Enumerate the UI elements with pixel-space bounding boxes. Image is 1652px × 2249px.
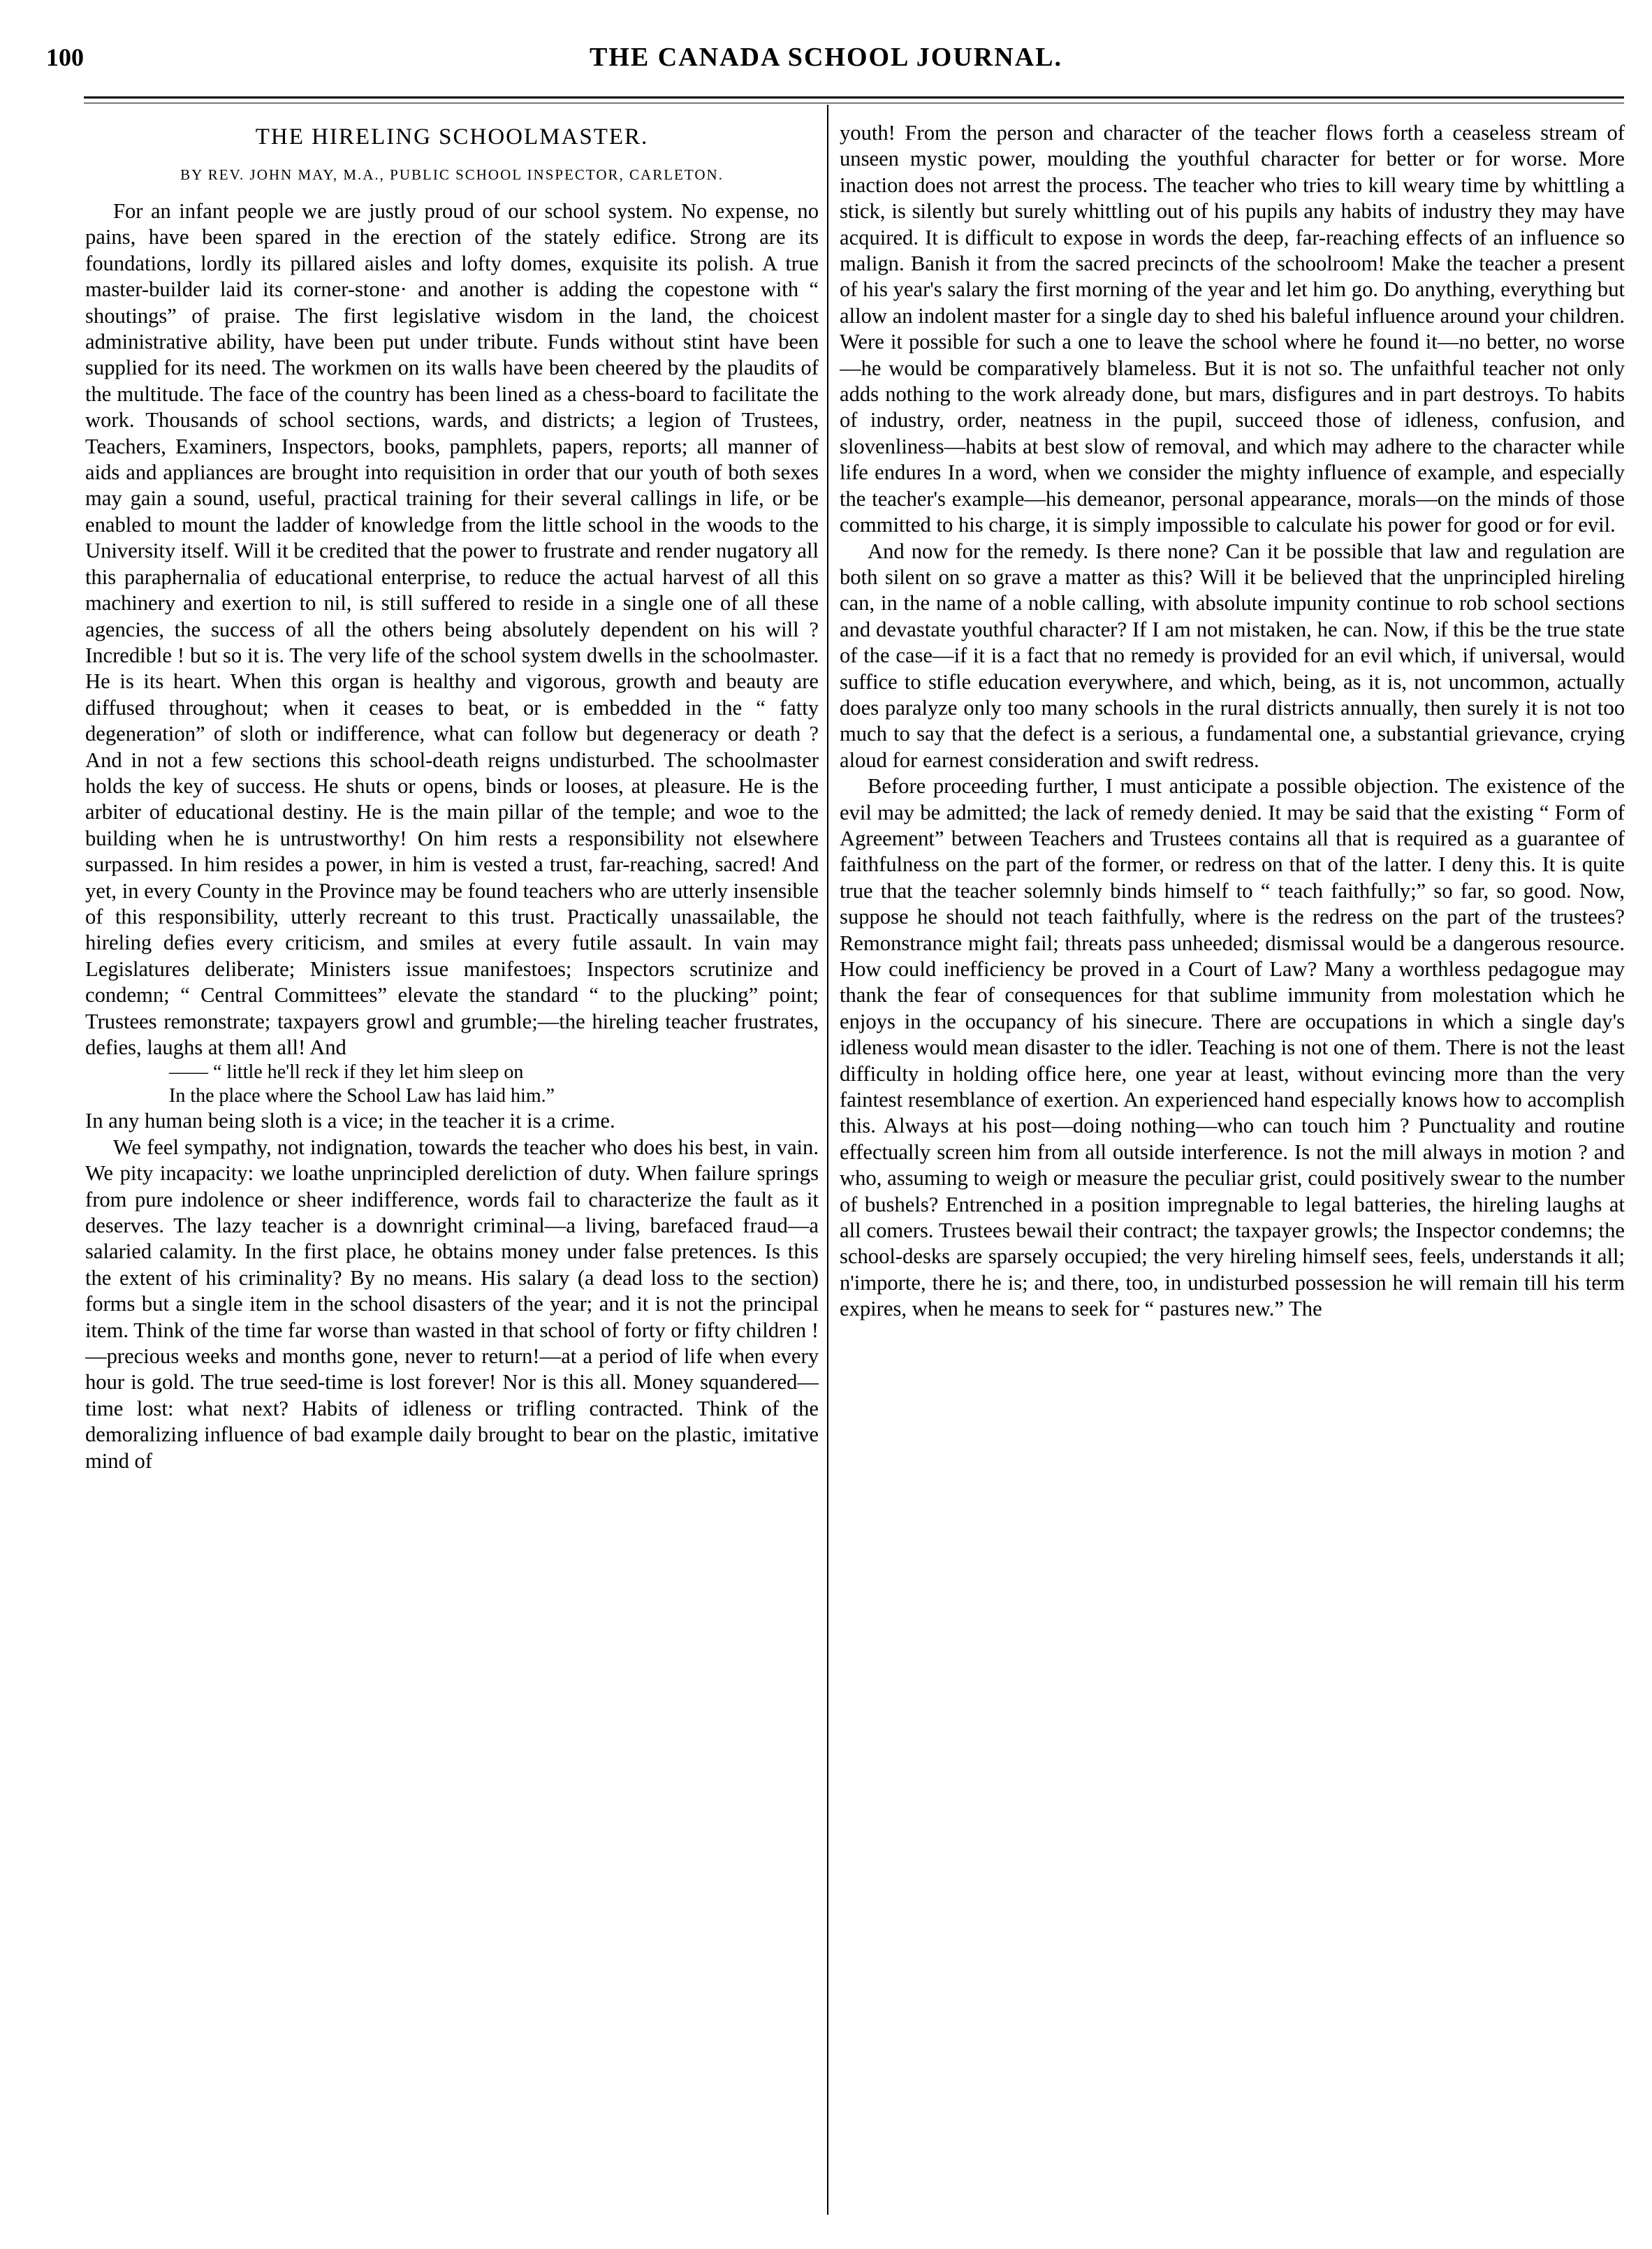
verse-line: —— “ little he'll reck if they let him sleep on (169, 1061, 524, 1084)
page-number: 100 (46, 43, 84, 71)
running-head (0, 42, 1652, 77)
verse-quote (169, 1061, 819, 1108)
paragraph: Before proceeding further, I must anticipate a possible objection. The existence of the evil may be admitted; the lack of remedy denied. It may be said that the existing “ Form of Agreement” between Teachers and Trustees contains all that is required as a guarantee of faithfulness on the part of the former, or redress on that of the latter. I deny this. It is quite true that the teacher solemnly binds himself to “ teach faithfully;” so far, so good. Now, suppose he should not teach faithfully, where is the redress on the part of the trustees? Remonstrance might fail; threats pass unheeded; dismissal would be a dangerous resource. How could inefficiency be proved in a Court of Law? Many a worthless pedagogue may thank the fear of consequences for that sublime immunity from molestation which he enjoys in the occupancy of his sinecure. There are occupations in which a single day's idleness would mean disaster to the idler. Teaching is not one of them. There is not the least difficulty in holding office here, one year at least, without evincing more than the very faintest resemblance of exertion. An experienced hand especially knows how to accomplish this. Always at his post—doing nothing—who can touch him ? Punctuality and routine effectually screen him from all outside interference. Is not the mill always in motion ? and who, assuming to weigh or measure the peculiar grist, could positively swear to the number of bushels? Entrenched in a position impregnable to legal batteries, the hireling laughs at all comers. Trustees bewail their contract; the taxpayer growls; the Inspector condemns; the school-desks are sparsely occupied; the very hireling himself sees, feels, understands it all; n'importe, there he is; and there, too, in undisturbed possession he will remain till his term expires, when he means to seek for “ pastures new.” The (840, 774, 1625, 1321)
paragraph: And now for the remedy. Is there none? Can it be possible that law and regulation are both silent on so grave a matter as this? Will it be believed that the unprincipled hireling can, in the name of a noble calling, with absolute impunity continue to rob school sections and devastate youthful character? If I am not mistaken, he can. Now, if this be the true state of the case—if it is a fact that no remedy is provided for an evil which, if universal, would suffice to stifle education everywhere, and which, being, as it is, not uncommon, actually does paralyze only too many schools in the rural districts annually, then surely it is not too much to say that the defect is a serious, a fundamental one, a substantial grievance, crying aloud for earnest consideration and swift redress. (840, 539, 1625, 772)
column-divider (827, 105, 828, 2215)
article-title: THE HIRELING SCHOOLMASTER. (255, 124, 649, 150)
header-rule (84, 96, 1624, 99)
paragraph: For an infant people we are justly proud of our school system. No expense, no pains, have been spared in the erection of the stately edifice. Strong are its foundations, lordly its pillared aisles and lofty domes, exquisite its polish. A true master-builder laid its corner-stone· and another is adding the copestone with “ shoutings” of praise. The first legislative wisdom in the land, the choicest administrative ability, have been put under tribute. Funds without stint have been supplied for its need. The workmen on its walls have been cheered by the plaudits of the multitude. The face of the country has been lined as a chess-board to facilitate the work. Thousands of school sections, wards, and districts; a legion of Trustees, Teachers, Examiners, Inspectors, books, pamphlets, papers, reports; all manner of aids and appliances are brought into requisition in order that our youth of both sexes may gain a sound, useful, practical training for their several callings in life, or be enabled to mount the ladder of knowledge from the little school in the woods to the University itself. Will it be credited that the power to frustrate and render nugatory all this paraphernalia of educational enterprise, to reduce the actual harvest of all this machinery and exertion to nil, is still suffered to reside in a single one of all these agencies, the success of all the others being absolutely dependent on his will ? Incredible ! but so it is. The very life of the school system dwells in the schoolmaster. He is its heart. When this organ is healthy and vigorous, growth and beauty are diffused throughout; when it ceases to beat, or is embedded in the “ fatty degeneration” of sloth or indifference, what can follow but degeneracy or death ? And in not a few sections this school-death reigns undisturbed. The schoolmaster holds the key of success. He shuts or opens, binds or looses, at pleasure. He is the arbiter of educational destiny. He is the main pillar of the temple; and woe to the building when he is untrustworthy! On him rests a responsibility not elsewhere surpassed. In him resides a power, in him is vested a trust, far-reaching, sacred! And yet, in every County in the Province may be found teachers who are utterly insensible of this responsibility, utterly recreant to this trust. Practically unassailable, the hireling defies every criticism, and smiles at every futile assault. In vain may Legislatures deliberate; Ministers issue manifestoes; Inspectors scrutinize and condemn; “ Central Committees” elevate the standard “ to the plucking” point; Trustees remonstrate; taxpayers growl and grumble;—the hireling teacher frustrates, defies, laughs at them all! And (85, 199, 819, 1059)
journal-title: THE CANADA SCHOOL JOURNAL. (590, 43, 1062, 72)
article-byline: BY REV. JOHN MAY, M.A., PUBLIC SCHOOL INSPECTOR, CARLETON. (180, 166, 724, 183)
paragraph: We feel sympathy, not indignation, towards the teacher who does his best, in vain. We pity incapacity: we loathe unprincipled dereliction of duty. When failure springs from pure indolence or sheer indifference, words fail to characterize the fault as it deserves. The lazy teacher is a downright criminal—a living, barefaced fraud—a salaried calamity. In the first place, he obtains money under false pretences. Is this the extent of his criminality? By no means. His salary (a dead loss to the section) forms but a single item in the school disasters of the year; and it is not the principal item. Think of the time far worse than wasted in that school of forty or fifty children !—precious weeks and months gone, never to return!—at a period of life when every hour is gold. The true seed-time is lost forever! Nor is this all. Money squandered—time lost: what next? Habits of idleness or trifling contracted. Think of the demoralizing influence of bad example daily brought to bear on the plastic, imitative mind of (85, 1135, 819, 1473)
paragraph: In any human being sloth is a vice; in the teacher it is a crime. (85, 1109, 615, 1133)
right-column (840, 120, 1625, 2223)
paragraph: youth! From the person and character of the teacher flows forth a ceaseless stream of unseen mystic power, moulding the youthful character for better or for worse. More inaction does not arrest the process. The teacher who tries to kill weary time by whittling a stick, is silently but surely whittling out of his pupils any habits of industry they may have acquired. It is difficult to expose in words the deep, far-reaching effects of an influence so malign. Banish it from the sacred precincts of the schoolroom! Make the teacher a present of his year's salary the first morning of the year and let him go. Do anything, everything but allow an indolent master for a single day to shed his baleful influence around your children. Were it possible for such a one to leave the school where he found it—no better, no worse—he would be comparatively blameless. But it is not so. The unfaithful teacher not only adds nothing to the work already done, but mars, disfigures and in part destroys. To habits of industry, order, neatness in the pupil, succeed those of idleness, confusion, and slovenliness—habits at best slow of removal, and which may adhere to the character while life endures In a word, when we consider the mighty influence of example, and especially the teacher's example—his demeanor, personal appearance, morals—on the minds of those committed to his charge, it is simply impossible to calculate his power for good or for evil. (840, 121, 1625, 537)
left-column (85, 117, 819, 2220)
verse-line: In the place where the School Law has laid him.” (169, 1085, 555, 1107)
